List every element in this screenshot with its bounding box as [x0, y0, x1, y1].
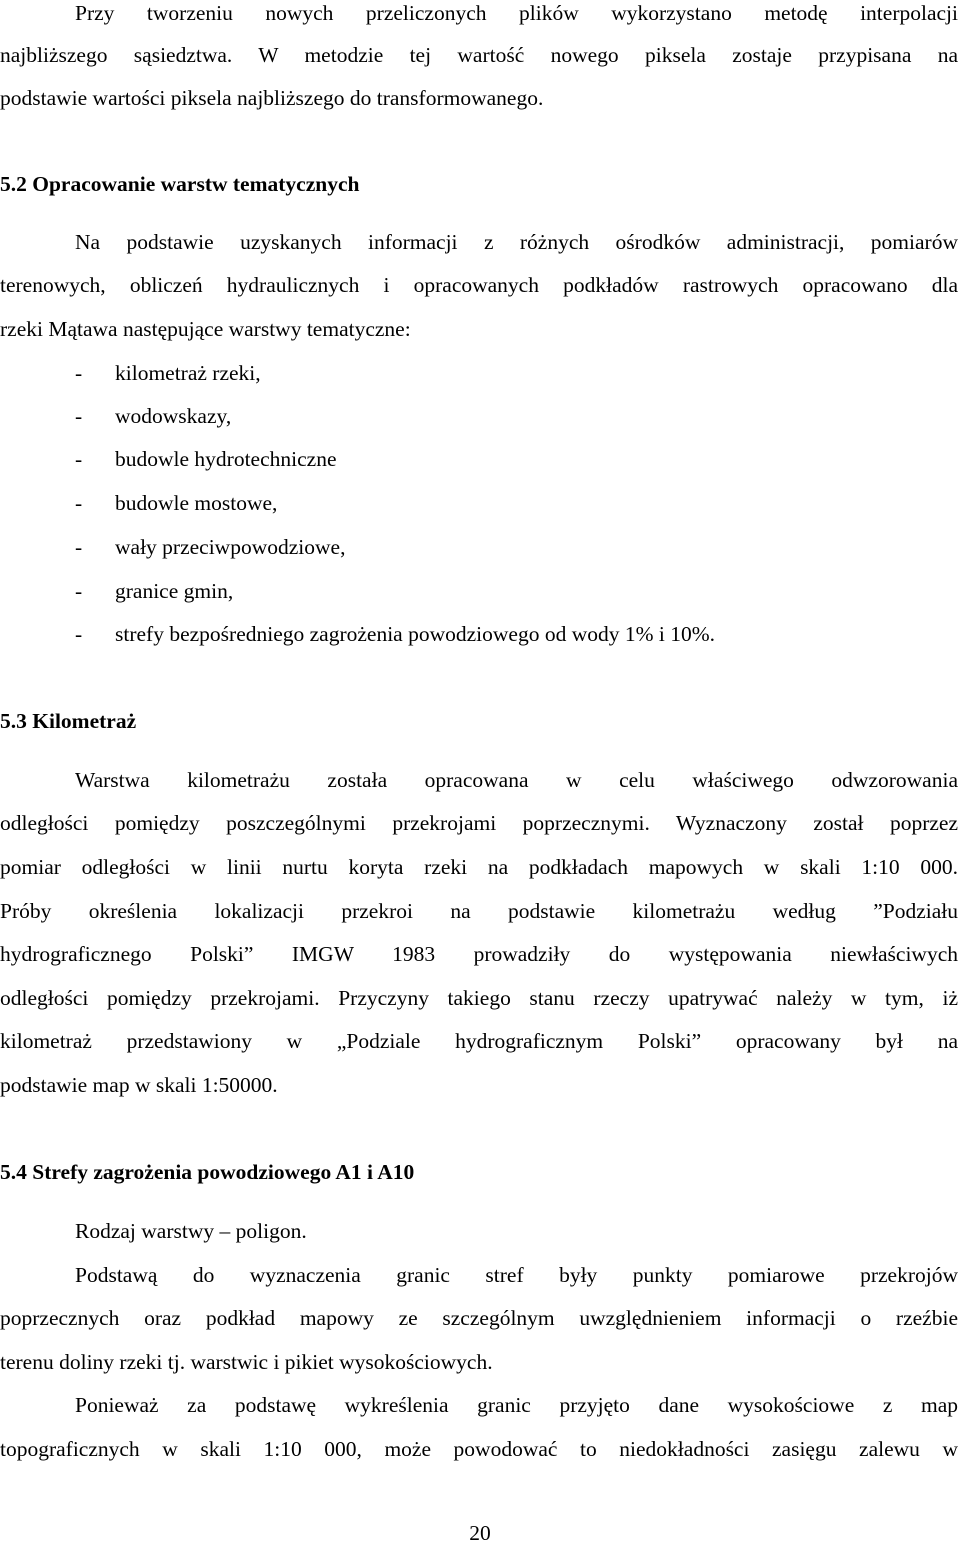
paragraph-line: Przy tworzeniu nowych przeliczonych plików wykorzystano metodę interpolacji: [75, 1, 958, 25]
paragraph-line: Rodzaj warstwy – poligon.: [75, 1219, 307, 1243]
list-dash: -: [75, 535, 83, 559]
paragraph-line: Na podstawie uzyskanych informacji z różnych ośrodków administracji, pomiarów: [75, 230, 958, 254]
paragraph-line: podstawie map w skali 1:50000.: [0, 1073, 278, 1097]
list-item-text: wodowskazy,: [115, 404, 232, 428]
paragraph-line: poprzecznych oraz podkład mapowy ze szczególnym uwzględnieniem informacji o rzeźbie: [0, 1306, 958, 1330]
paragraph-line: Ponieważ za podstawę wykreślenia granic przyjęto dane wysokościowe z map: [75, 1393, 958, 1417]
list-dash: -: [75, 447, 83, 471]
list-item: [75, 360, 261, 386]
list-item-text: kilometraż rzeki,: [115, 361, 261, 385]
list-item: [75, 403, 231, 429]
paragraph-line: Podstawą do wyznaczenia granic stref były punkty pomiarowe przekrojów: [75, 1263, 958, 1287]
list-dash: -: [75, 579, 83, 603]
paragraph-line: hydrograficznego Polski” IMGW 1983 prowadziły do występowania niewłaściwych: [0, 942, 958, 966]
list-item: [75, 446, 337, 472]
paragraph-line: topograficznych w skali 1:10 000, może powodować to niedokładności zasięgu zalewu w: [0, 1437, 958, 1461]
list-item: [75, 578, 233, 604]
list-dash: -: [75, 491, 83, 515]
page-number: 20: [469, 1521, 491, 1545]
paragraph-line: terenu doliny rzeki tj. warstwic i pikiet wysokościowych.: [0, 1350, 493, 1374]
paragraph-line: najbliższego sąsiedztwa. W metodzie tej wartość nowego piksela zostaje przypisana na: [0, 43, 958, 67]
paragraph-line: Warstwa kilometrażu została opracowana w celu właściwego odwzorowania: [75, 768, 958, 792]
section-heading: 5.3 Kilometraż: [0, 709, 137, 733]
list-item-text: granice gmin,: [115, 579, 234, 603]
paragraph-line: terenowych, obliczeń hydraulicznych i opracowanych podkładów rastrowych opracowano dla: [0, 273, 958, 297]
paragraph-line: podstawie wartości piksela najbliższego do transformowanego.: [0, 86, 544, 110]
list-item-text: budowle mostowe,: [115, 491, 278, 515]
paragraph-line: rzeki Mątawa następujące warstwy tematyczne:: [0, 317, 411, 341]
section-heading: 5.4 Strefy zagrożenia powodziowego A1 i A10: [0, 1160, 415, 1184]
list-item-text: strefy bezpośredniego zagrożenia powodziowego od wody 1% i 10%.: [115, 622, 716, 646]
paragraph-line: Próby określenia lokalizacji przekroi na podstawie kilometrażu według ”Podziału: [0, 899, 958, 923]
list-dash: -: [75, 361, 83, 385]
list-item-text: wały przeciwpowodziowe,: [115, 535, 346, 559]
paragraph-line: odległości pomiędzy poszczególnymi przekrojami poprzecznymi. Wyznaczony został poprzez: [0, 811, 958, 835]
list-dash: -: [75, 622, 83, 646]
list-item: [75, 490, 277, 516]
paragraph-line: odległości pomiędzy przekrojami. Przyczyny takiego stanu rzeczy upatrywać należy w tym, iż: [0, 986, 958, 1010]
paragraph-line: kilometraż przedstawiony w „Podziale hydrograficznym Polski” opracowany był na: [0, 1029, 958, 1053]
list-item-text: budowle hydrotechniczne: [115, 447, 337, 471]
section-heading: 5.2 Opracowanie warstw tematycznych: [0, 172, 360, 196]
paragraph-line: pomiar odległości w linii nurtu koryta rzeki na podkładach mapowych w skali 1:10 000.: [0, 855, 958, 879]
list-item: [75, 534, 345, 560]
list-dash: -: [75, 404, 83, 428]
list-item: [75, 621, 715, 647]
